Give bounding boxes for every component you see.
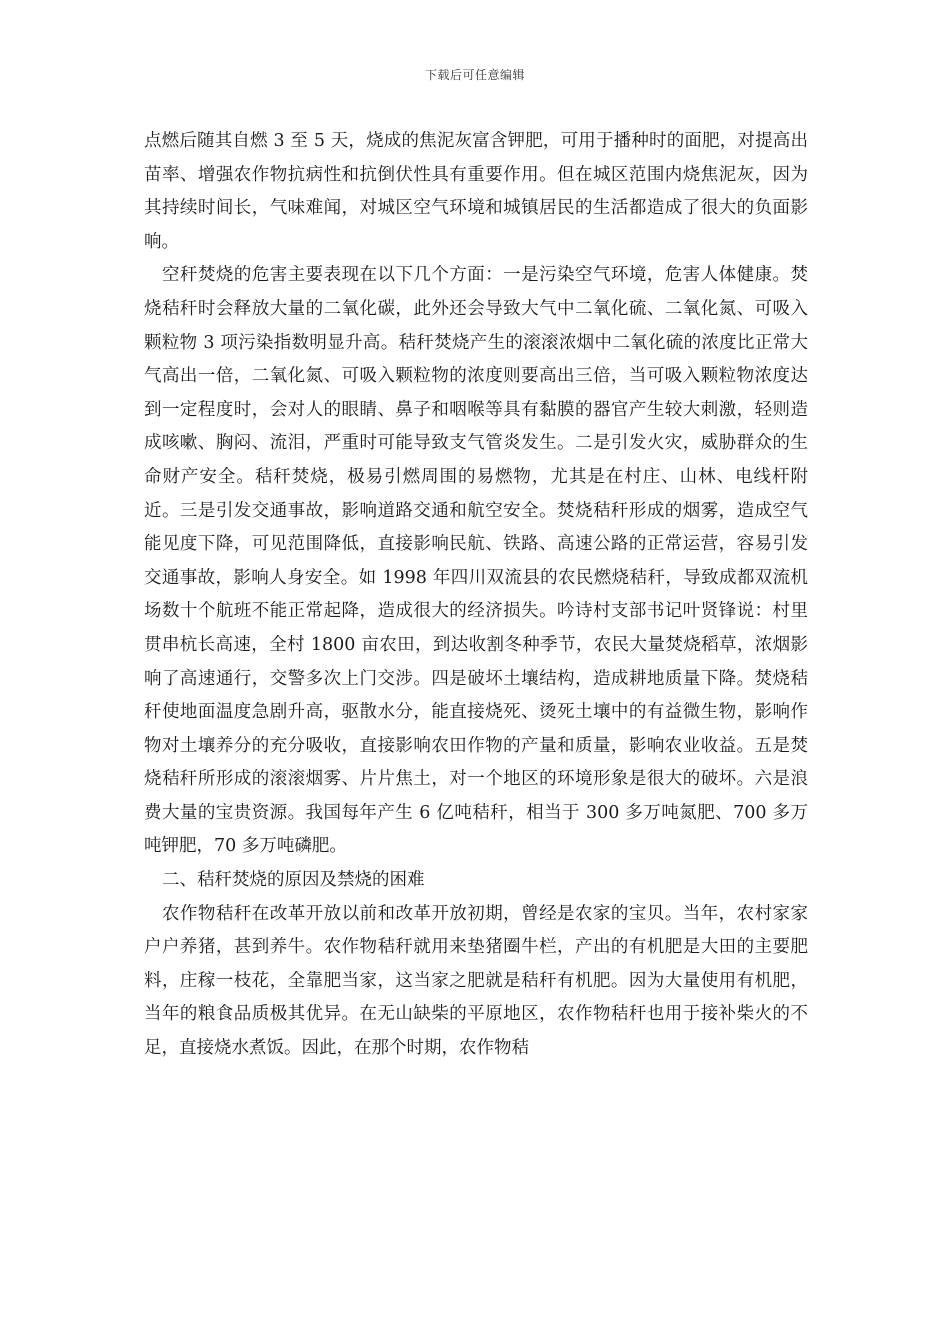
paragraph-continuation: 点燃后随其自燃 3 至 5 天，烧成的焦泥灰富含钾肥，可用于播种时的面肥，对提高出苗率、增强农作物抗病性和抗倒伏性具有重要作用。但在城区范围内烧焦泥灰，因为其持续时间长，气味难闻，对城区空气环境和城镇居民的生活都造成了很大的负面影响。 [144, 131, 808, 252]
document-body [144, 125, 808, 1066]
section-heading: 二、秸秆焚烧的原因及禁烧的困难 [162, 870, 425, 891]
paragraph-straw-history: 农作物秸秆在改革开放以前和改革开放初期，曾经是农家的宝贝。当年，农村家家户户养猪，甚到养牛。农作物秸秆就用来垫猪圈牛栏，产出的有机肥是大田的主要肥料，庄稼一枝花，全靠肥当家，这当家之肥就是秸秆有机肥。因为大量使用有机肥，当年的粮食品质极其优异。在无山缺柴的平原地区，农作物秸秆也用于接补柴火的不足，直接烧水煮饭。因此，在那个时期，农作物秸 [144, 903, 808, 1059]
paragraph-straw-burning-harms: 空秆焚烧的危害主要表现在以下几个方面：一是污染空气环境，危害人体健康。焚烧秸秆时会释放大量的二氧化碳，此外还会导致大气中二氧化硫、二氧化氮、可吸入颗粒物 3 项污染指数明显升高。秸秆焚烧产生的滚滚浓烟中二氧化硫的浓度比正常大气高出一倍，二氧化氮、可吸入颗粒物的浓度则要高出三倍，当可吸入颗粒物浓度达到一定程度时，会对人的眼睛、鼻子和咽喉等具有黏膜的器官产生较大刺激，轻则造成咳嗽、胸闷、流泪，严重时可能导致支气管炎发生。二是引发火灾，威胁群众的生命财产安全。秸秆焚烧，极易引燃周围的易燃物，尤其是在村庄、山林、电线杆附近。三是引发交通事故，影响道路交通和航空安全。焚烧秸秆形成的烟雾，造成空气能见度下降，可见范围降低，直接影响民航、铁路、高速公路的正常运营，容易引发交通事故，影响人身安全。如 1998 年四川双流县的农民燃烧秸秆，导致成都双流机场数十个航班不能正常起降，造成很大的经济损失。吟诗村支部书记叶贤锋说：村里贯串杭长高速，全村 1800 亩农田，到达收割冬种季节，农民大量焚烧稻草，浓烟影响了高速通行，交警多次上门交涉。四是破坏土壤结构，造成耕地质量下降。焚烧秸秆使地面温度急剧升高，驱散水分，能直接烧死、烫死土壤中的有益微生物，影响作物对土壤养分的充分吸收，直接影响农田作物的产量和质量，影响农业收益。五是焚烧秸秆所形成的滚滚烟雾、片片焦土，对一个地区的环境形象是很大的破坏。六是浪费大量的宝贵资源。我国每年产生 6 亿吨秸秆，相当于 300 多万吨氮肥、700 多万吨钾肥，70 多万吨磷肥。 [144, 265, 808, 857]
page-header: 下载后可任意编辑 [424, 68, 525, 82]
